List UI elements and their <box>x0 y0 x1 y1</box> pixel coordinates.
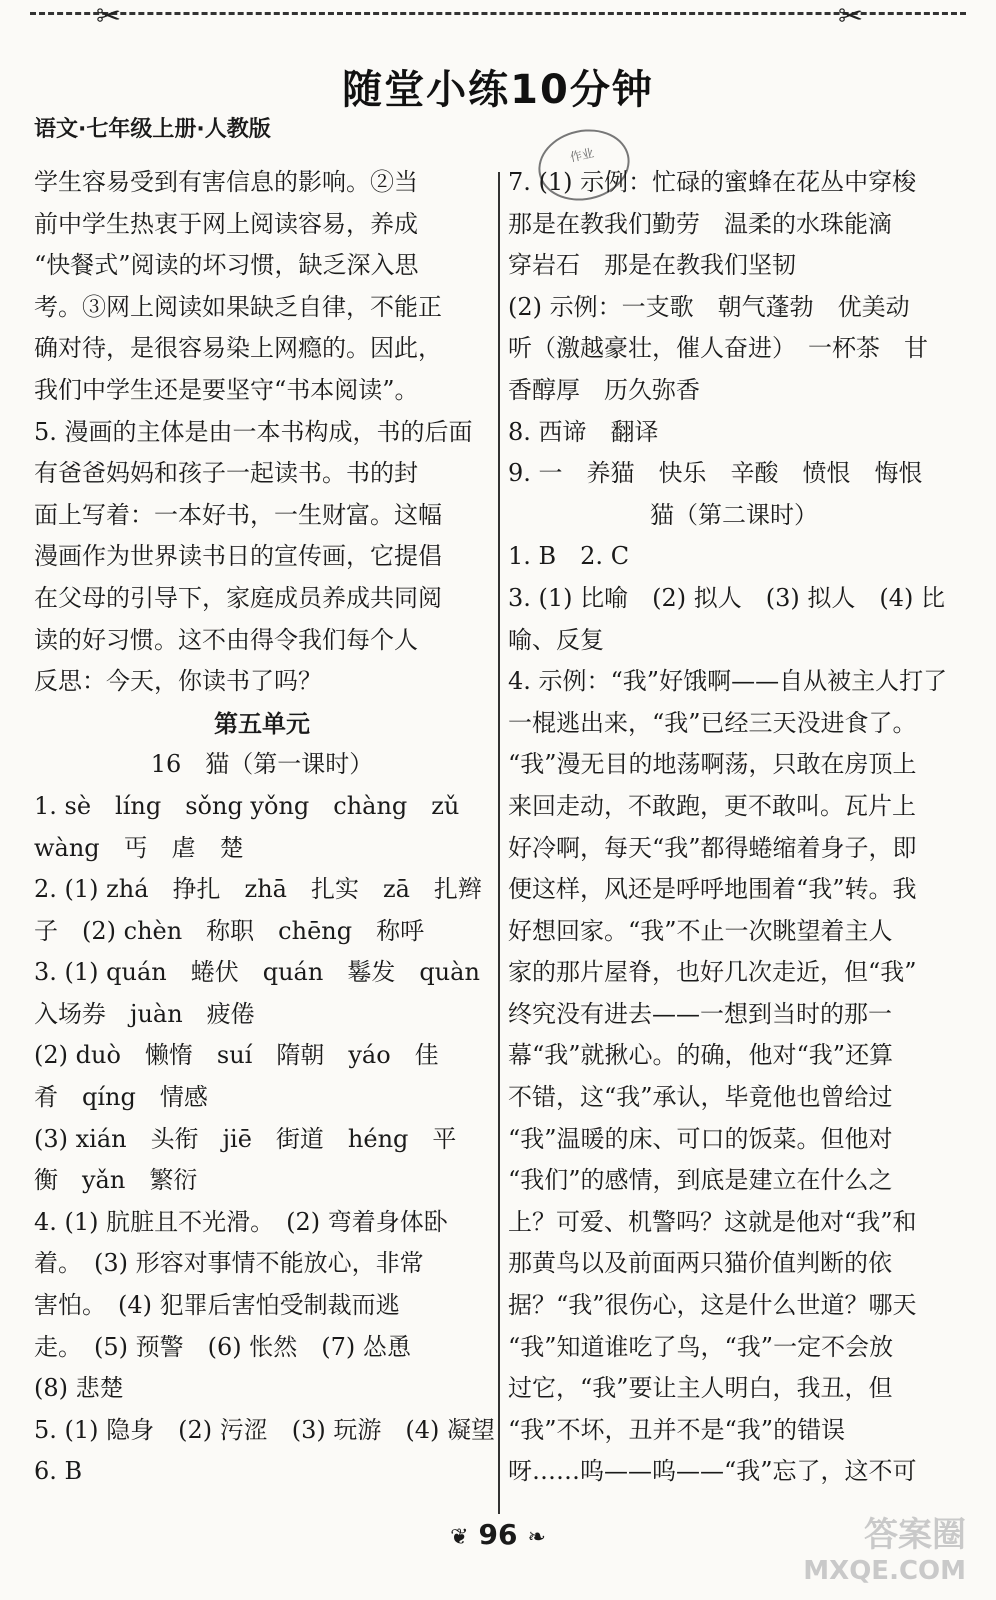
text-line: 考。③网上阅读如果缺乏自律，不能正 <box>34 292 442 321</box>
text-line: “快餐式”阅读的坏习惯，缺乏深入思 <box>34 251 419 280</box>
text-line: 确对待，是很容易染上网瘾的。因此， <box>34 334 442 363</box>
text-line: (3) xián 头衔 jiē 街道 héng 平 <box>34 1124 457 1153</box>
text-line: 2. (1) zhá 挣扎 zhā 扎实 zā 扎辫 <box>34 875 482 904</box>
text-line: 反思：今天，你读书了吗？ <box>34 667 322 696</box>
left-column <box>34 162 496 1493</box>
text-line: 香醇厚 历久弥香 <box>508 375 700 404</box>
text-line: 来回走动，不敢跑，更不敢叫。瓦片上 <box>508 791 916 820</box>
book-subtitle: 语文·七年级上册·人教版 <box>34 117 271 142</box>
text-line: 漫画作为世界读书日的宣传画，它提倡 <box>34 542 442 571</box>
text-line: “我”知道谁吃了鸟，“我”一定不会放 <box>508 1332 894 1361</box>
text-line: wàng 丐 虐 楚 <box>34 833 244 862</box>
text-line: 3. (1) quán 蜷伏 quán 鬈发 quàn <box>34 958 480 987</box>
lesson-heading: 猫（第二课时） <box>650 500 818 529</box>
text-line: 幕“我”就揪心。的确，他对“我”还算 <box>508 1041 894 1070</box>
text-line: 上？可爱、机警吗？这就是他对“我”和 <box>508 1207 917 1236</box>
text-line: 我们中学生还是要坚守“书本阅读”。 <box>34 375 419 404</box>
scissors-icon: ✂ <box>96 0 122 34</box>
text-line: 终究没有进去——一想到当时的那一 <box>508 999 892 1028</box>
watermark-logo-text: 答案圈 <box>864 1515 966 1555</box>
text-line: 好想回家。“我”不止一次眺望着主人 <box>508 916 893 945</box>
text-line: 3. (1) 比喻 (2) 拟人 (3) 拟人 (4) 比 <box>508 583 946 612</box>
page-title: 随堂小练10分钟 <box>342 67 654 113</box>
text-line: 4. (1) 肮脏且不光滑。 (2) 弯着身体卧 <box>34 1207 448 1236</box>
column-divider <box>498 172 500 1514</box>
right-column <box>508 162 960 1493</box>
text-line: 4. 示例：“我”好饿啊——自从被主人打了 <box>508 667 948 696</box>
text-line: 便这样，风还是呼呼地围着“我”转。我 <box>508 875 917 904</box>
text-line: 害怕。 (4) 犯罪后害怕受制裁而逃 <box>34 1291 400 1320</box>
text-line: 学生容易受到有害信息的影响。②当 <box>34 168 418 196</box>
text-line: 据？“我”很伤心，这是什么世道？哪天 <box>508 1291 917 1320</box>
text-line: “我”不坏，丑并不是“我”的错误 <box>508 1415 846 1444</box>
ornament-left-icon: ❦ <box>450 1525 469 1550</box>
text-line: 家的那片屋脊，也好几次走近，但“我” <box>508 958 917 987</box>
text-line: 1. B 2. C <box>508 542 630 571</box>
text-line: 喻、反复 <box>508 625 604 654</box>
text-line: (2) duò 懒惰 suí 隋朝 yáo 佳 <box>34 1041 439 1070</box>
text-line: 衡 yǎn 繁衍 <box>34 1166 198 1195</box>
text-line: 着。 (3) 形容对事情不能放心，非常 <box>34 1249 424 1278</box>
text-line: 肴 qíng 情感 <box>34 1083 208 1112</box>
text-line: 好冷啊，每天“我”都得蜷缩着身子，即 <box>508 833 917 862</box>
text-line: 5. 漫画的主体是由一本书构成，书的后面 <box>34 417 473 446</box>
text-line: “我们”的感情，到底是建立在什么之 <box>508 1166 893 1195</box>
text-line: 那是在教我们勤劳 温柔的水珠能滴 <box>508 209 892 238</box>
text-line: 面上写着：一本好书，一生财富。这幅 <box>34 500 442 529</box>
text-line: 那黄鸟以及前面两只猫价值判断的依 <box>508 1249 892 1278</box>
text-line: 过它，“我”要让主人明白，我丑，但 <box>508 1374 893 1403</box>
text-line: “我”温暖的床、可口的饭菜。但他对 <box>508 1124 893 1153</box>
text-line: 听（激越豪壮，催人奋进） 一杯茶 甘 <box>508 334 928 363</box>
text-line: 不错，这“我”承认，毕竟他也曾给过 <box>508 1083 893 1112</box>
text-line: 5. (1) 隐身 (2) 污涩 (3) 玩游 (4) 凝望 <box>34 1415 496 1444</box>
text-line: 在父母的引导下，家庭成员养成共同阅 <box>34 583 442 612</box>
text-line: 有爸爸妈妈和孩子一起读书。书的封 <box>34 459 418 488</box>
page-number: 96 <box>478 1518 518 1551</box>
unit-heading: 第五单元 <box>214 708 310 738</box>
text-line: 前中学生热衷于网上阅读容易，养成 <box>34 209 418 238</box>
text-line: 入场券 juàn 疲倦 <box>34 999 255 1028</box>
text-line: 8. 西谛 翻译 <box>508 417 659 446</box>
lesson-heading: 16 猫（第一课时） <box>150 750 374 779</box>
text-line: 6. B <box>34 1457 83 1486</box>
text-line: 呀……呜——呜——“我”忘了，这不可 <box>508 1457 917 1486</box>
text-line: 走。 (5) 预警 (6) 怅然 (7) 怂恿 <box>34 1332 411 1361</box>
text-line: (2) 示例：一支歌 朝气蓬勃 优美动 <box>508 292 910 321</box>
text-line: 读的好习惯。这不由得令我们每个人 <box>34 625 418 654</box>
dashed-cut-line <box>30 12 966 33</box>
text-line: “我”漫无目的地荡啊荡，只敢在房顶上 <box>508 750 917 779</box>
scissors-icon: ✂ <box>838 0 864 34</box>
watermark-url: MXQE.COM <box>803 1556 966 1586</box>
homework-stamp: 作业 <box>532 121 637 209</box>
text-line: 子 (2) chèn 称职 chēng 称呼 <box>34 916 425 945</box>
text-line: 7. (1) 示例：忙碌的蜜蜂在花丛中穿梭 <box>508 168 917 196</box>
ornament-right-icon: ❧ <box>527 1525 546 1550</box>
text-line: 1. sè líng sǒng yǒng chàng zǔ <box>34 791 460 820</box>
watermark <box>803 1507 966 1586</box>
text-line: 一棍逃出来，“我”已经三天没进食了。 <box>508 708 917 737</box>
text-line: 9. 一 养猫 快乐 辛酸 愤恨 悔恨 <box>508 459 923 488</box>
text-line: 穿岩石 那是在教我们坚韧 <box>508 251 796 280</box>
text-line: (8) 悲楚 <box>34 1374 124 1403</box>
